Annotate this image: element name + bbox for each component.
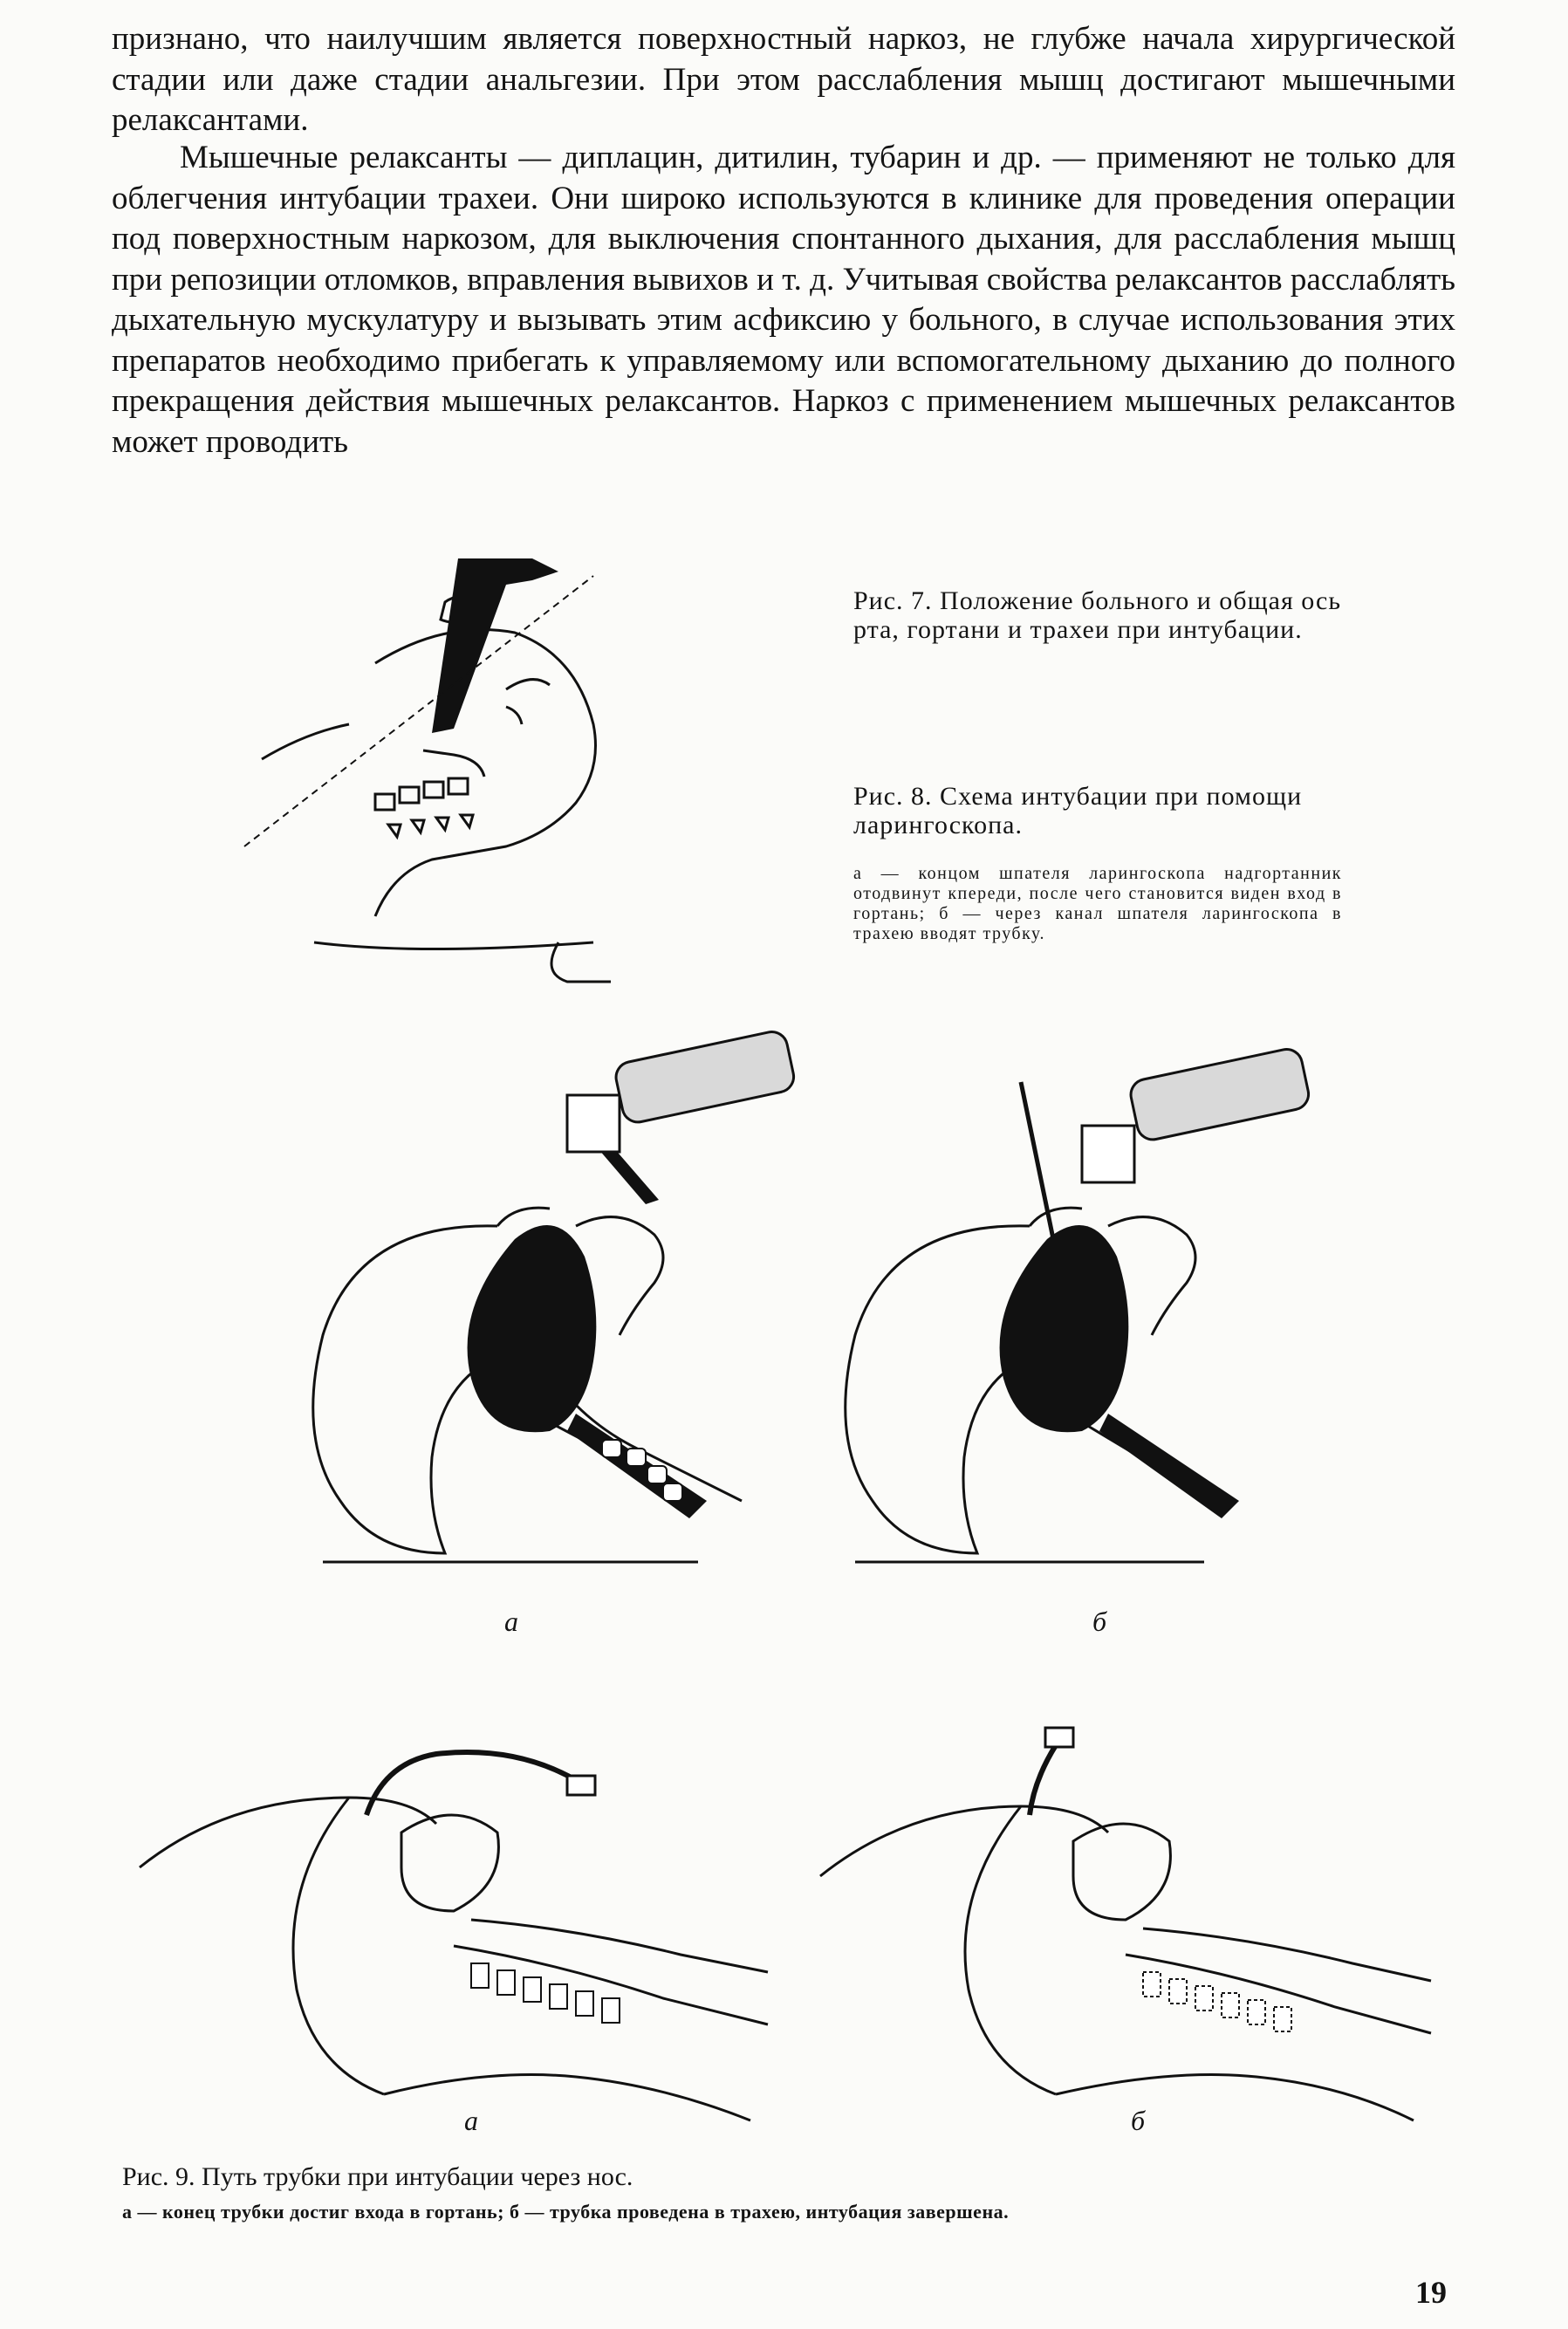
figure-7-illustration xyxy=(244,558,611,995)
body-paragraph-2: Мышечные релаксанты — диплацин, дитилин, тубарин и др. — применяют не только для облегчения интубации трахеи. Они широко используются в клинике для проведения операции под поверхностным наркозом, для выключения спонтанного дыхания, для расслабления мышц при репозиции отломков, вправления вывихов и т. д. Учитывая свойства релаксантов расслаблять дыхательную мускулатуру и вызывать этим асфиксию у больного, в случае использования этих препаратов необходимо прибегать к управляемому или вспомогательному дыханию до полного прекращения действия мышечных релаксантов. Наркоз с применением мышечных релаксантов может проводить xyxy=(112,140,1455,460)
figure-8a-illustration xyxy=(288,1047,794,1588)
page-number: 19 xyxy=(1415,2275,1447,2310)
figure-9b-illustration xyxy=(803,1710,1431,2129)
figure-8b-illustration xyxy=(820,1047,1309,1588)
figure-9-legend: а — конец трубки достиг входа в гортань; б — трубка проведена в трахею, интубация завершена. xyxy=(122,2201,1010,2223)
figure-9a-illustration xyxy=(122,1710,768,2129)
figure-8b-label: б xyxy=(1092,1606,1107,1637)
figure-9b-label: б xyxy=(1131,2105,1146,2136)
figure-9-caption: Рис. 9. Путь трубки при интубации через нос. xyxy=(122,2162,633,2191)
figure-8-legend: а — концом шпателя ларингоскопа надгортанник отодвинут кпереди, после чего становится виден вход в гортань; б — через канал шпателя ларингоскопа в трахею вводят трубку. xyxy=(853,864,1342,943)
body-paragraph-1: признано, что наилучшим является поверхностный наркоз, не глубже начала хирургической стадии или даже стадии анальгезии. При этом расслабления мышц достигают мышечными релаксантами. xyxy=(112,21,1455,138)
figure-7-caption: Рис. 7. Положение больного и общая ось рта, гортани и трахеи при интубации. xyxy=(853,586,1342,644)
figure-9a-label: а xyxy=(464,2105,478,2136)
figure-8a-label: а xyxy=(504,1606,518,1637)
figure-8-caption: Рис. 8. Схема интубации при помощи ларингоскопа. xyxy=(853,782,1303,839)
